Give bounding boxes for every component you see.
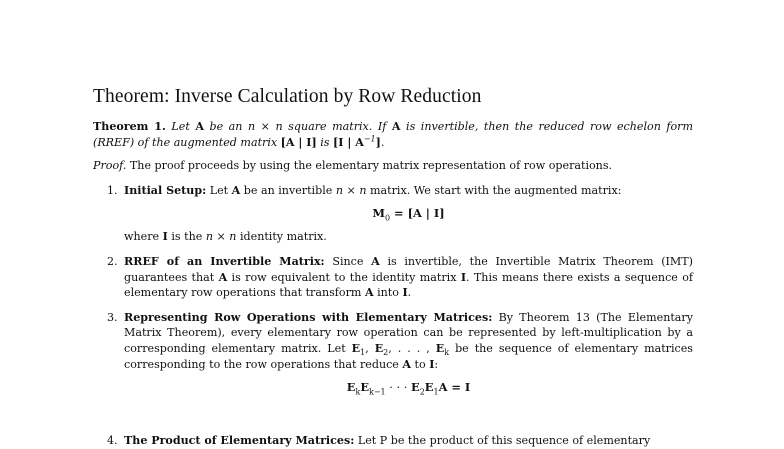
item-continuation: where I is the n × n identity matrix.: [124, 230, 327, 244]
list-item: [93, 254, 693, 301]
page-title: Theorem: Inverse Calculation by Row Reduction: [93, 86, 482, 107]
item-number: 4.: [107, 434, 118, 447]
item-text: Representing Row Operations with Elementary Matrices: By Theorem 13 (The Elementary Matrix Theorem), every elementary row operation can be represented by left-multiplication by a corresponding elementary matrix. Let $E_1$, $E_2$, . . . , $E_k$ be the sequence of elementary matrices corresponding to the row operations that reduce A to I:: [124, 310, 693, 371]
list-item: [93, 310, 693, 395]
proof-label: Proof.: [93, 159, 127, 173]
item-text: RREF of an Invertible Matrix: Since A is invertible, the Invertible Matrix Theorem (IMT) guarantees that A is row equivalent to the identity matrix I. This means there exists a sequence of elementary row operations that transform A into I.: [124, 254, 693, 300]
item-number: 3.: [107, 310, 118, 324]
display-equation: $E_kE_{k-1}$ · · · $E_2E_1A = I$: [346, 380, 471, 397]
item-text: The Product of Elementary Matrices: Let P be the product of this sequence of elementary: [124, 434, 651, 447]
display-equation: $M_0 = [A$ | I]: [372, 206, 445, 223]
paper-page: [93, 86, 693, 404]
item-number: 1.: [107, 183, 118, 197]
item-number: 2.: [107, 254, 118, 268]
proof-intro: [93, 158, 693, 174]
theorem-statement: Theorem 1. Let A be an n × n square matrix. If A is invertible, then the reduced row echelon form (RREF) of the augmented matrix [A | I] is [I | $A^{-1}$].: [93, 120, 693, 149]
item-text: Initial Setup: Let A be an invertible n × n matrix. We start with the augmented matrix:: [124, 183, 622, 197]
proof-text: The proof proceeds by using the elementary matrix representation of row operations.: [129, 159, 613, 173]
list-item: [93, 183, 693, 245]
theorem-label: Theorem 1.: [93, 120, 166, 133]
